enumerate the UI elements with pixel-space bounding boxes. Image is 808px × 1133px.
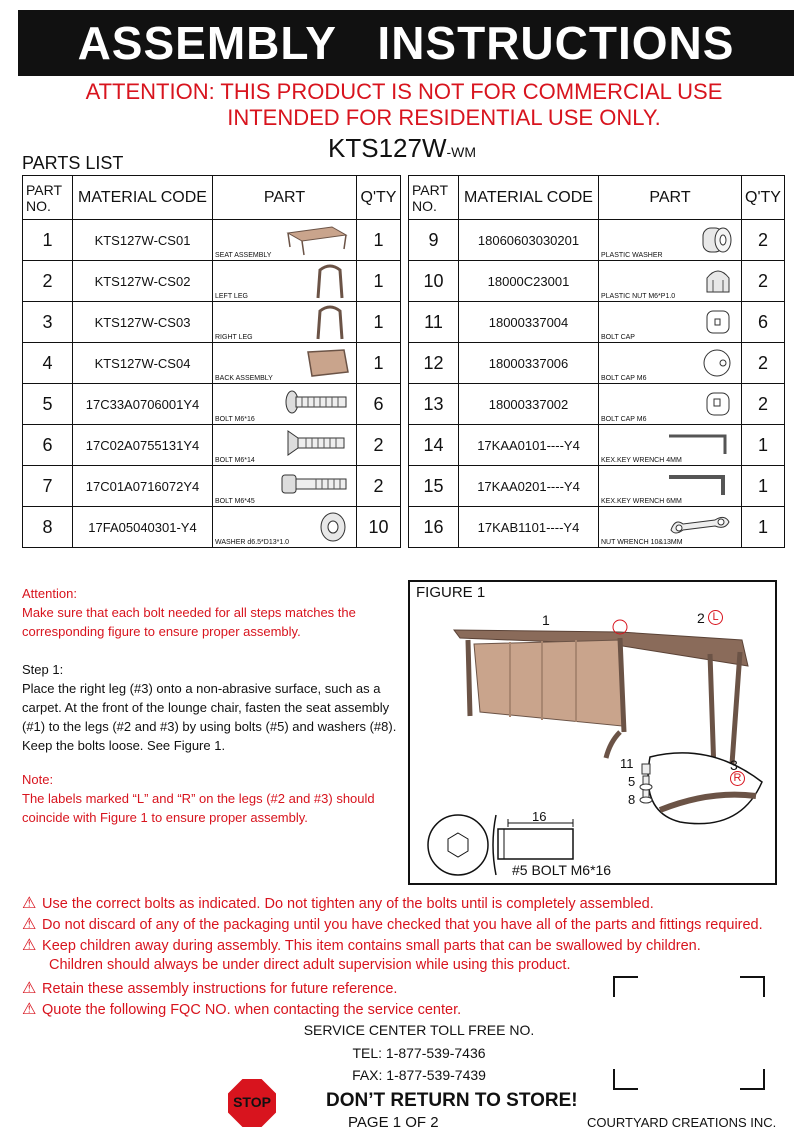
part-cell: [213, 507, 357, 548]
part-no: 4: [23, 343, 73, 384]
material-code: 17KAB1101----Y4: [459, 507, 599, 548]
part-no: 5: [23, 384, 73, 425]
table-header-row: [23, 176, 401, 220]
warning-text: Keep children away during assembly. This item contains small parts that can be swallowed by children.: [42, 938, 701, 954]
part-no: 3: [23, 302, 73, 343]
attention-note-label: Attention:: [22, 586, 77, 601]
header-part-no: PART NO.: [409, 176, 459, 220]
table-row: [409, 507, 785, 548]
header-material-code: MATERIAL CODE: [459, 176, 599, 220]
callout-11: 11: [620, 756, 634, 771]
warning-2: [22, 914, 763, 934]
service-tel: TEL: 1-877-539-7436: [352, 1045, 486, 1061]
part-name: LEFT LEG: [215, 293, 248, 300]
plastic-washer-icon: [699, 223, 735, 257]
quantity: 1: [357, 343, 401, 384]
warning-icon: ⚠: [22, 980, 37, 997]
part-no: 16: [409, 507, 459, 548]
quantity: 2: [357, 425, 401, 466]
company-name: COURTYARD CREATIONS INC.: [587, 1115, 777, 1130]
part-cell: [213, 466, 357, 507]
material-code: KTS127W-CS04: [73, 343, 213, 384]
note: [22, 770, 402, 827]
part-no: 11: [409, 302, 459, 343]
bolt-cap-icon: [701, 305, 735, 339]
part-cell: [213, 343, 357, 384]
warning-4: [22, 978, 397, 998]
part-cell: [213, 302, 357, 343]
part-no: 13: [409, 384, 459, 425]
callout-8: 8: [628, 792, 636, 807]
warning-3-continued: [49, 957, 570, 973]
table-row: [409, 425, 785, 466]
part-name: BOLT CAP M6: [601, 416, 647, 423]
bolt-cap-m6-round-icon: [699, 346, 735, 380]
header-material-code: MATERIAL CODE: [73, 176, 213, 220]
table-row: [23, 425, 401, 466]
part-name: KEX.KEY WRENCH 4MM: [601, 457, 682, 464]
plastic-nut-icon: [701, 264, 735, 298]
step-1-label: Step 1:: [22, 662, 64, 677]
warning-text: Do not discard of any of the packaging until you have checked that you have all of the parts and fittings required.: [42, 917, 763, 933]
part-cell: [599, 220, 742, 261]
callout-1: 1: [542, 612, 550, 628]
table-row: [409, 220, 785, 261]
attention-line-2: INTENDED FOR RESIDENTIAL USE ONLY.: [227, 105, 661, 130]
quantity: 2: [742, 220, 785, 261]
part-cell: [599, 466, 742, 507]
bolt-m6-14-icon: [284, 428, 350, 458]
material-code: 17C33A0706001Y4: [73, 384, 213, 425]
part-name: WASHER d6.5*D13*1.0: [215, 539, 290, 546]
hex-key-6mm-icon: [665, 469, 735, 499]
page-number: PAGE 1 OF 2: [348, 1114, 439, 1131]
part-cell: [213, 384, 357, 425]
table-row: [23, 220, 401, 261]
table-header-row: [409, 176, 785, 220]
hex-key-4mm-icon: [665, 428, 735, 458]
part-no: 8: [23, 507, 73, 548]
table-row: [409, 343, 785, 384]
right-leg-icon: [310, 305, 350, 341]
warning-text: Children should always be under direct adult supervision while using this product.: [49, 957, 571, 973]
bolt-m6-16-icon: [284, 387, 350, 417]
quantity: 2: [357, 466, 401, 507]
seat-assembly-icon: [284, 223, 350, 257]
part-name: BOLT CAP: [601, 334, 635, 341]
material-code: KTS127W-CS03: [73, 302, 213, 343]
model-main: KTS127W: [328, 133, 447, 163]
callout-3: 3: [730, 757, 738, 773]
quantity: 1: [357, 220, 401, 261]
warning-3: [22, 935, 701, 955]
header-qty: Q'TY: [742, 176, 785, 220]
material-code: 17KAA0101----Y4: [459, 425, 599, 466]
material-code: 17C02A0755131Y4: [73, 425, 213, 466]
warning-text: Quote the following FQC NO. when contacting the service center.: [42, 1002, 462, 1018]
attention-note-text: Make sure that each bolt needed for all steps matches the corresponding figure to ensure proper assembly.: [22, 605, 356, 639]
material-code: KTS127W-CS01: [73, 220, 213, 261]
part-name: PLASTIC NUT M6*P1.0: [601, 293, 676, 300]
part-name: BOLT CAP M6: [601, 375, 647, 382]
table-row: [23, 302, 401, 343]
header-part-no: PART NO.: [23, 176, 73, 220]
page-title: ASSEMBLY INSTRUCTIONS: [18, 10, 794, 76]
stop-sign-text: STOP: [233, 1094, 271, 1110]
note-text: The labels marked “L” and “R” on the legs (#2 and #3) should coincide with Figure 1 to ensure proper assembly.: [22, 791, 375, 825]
left-leg-icon: [310, 264, 350, 300]
table-row: [23, 466, 401, 507]
figure-1: [408, 580, 777, 885]
material-code: 17C01A0716072Y4: [73, 466, 213, 507]
bolt-caption: #5 BOLT M6*16: [512, 862, 612, 878]
table-row: [409, 261, 785, 302]
warning-5: [22, 999, 461, 1019]
quantity: 10: [357, 507, 401, 548]
part-name: BOLT M6*14: [215, 457, 255, 464]
table-row: [23, 261, 401, 302]
material-code: 18000337002: [459, 384, 599, 425]
part-cell: [599, 507, 742, 548]
part-cell: [599, 384, 742, 425]
service-fax: FAX: 1-877-539-7439: [352, 1067, 486, 1083]
part-cell: [599, 425, 742, 466]
table-row: [409, 466, 785, 507]
bolt-m6-45-icon: [280, 469, 350, 499]
quantity: 6: [742, 302, 785, 343]
part-no: 7: [23, 466, 73, 507]
warning-1: [22, 893, 654, 913]
quantity: 1: [357, 261, 401, 302]
table-row: [23, 343, 401, 384]
attention-line-1: ATTENTION: THIS PRODUCT IS NOT FOR COMMERCIAL USE: [85, 79, 723, 104]
label-l-badge: L: [708, 610, 723, 625]
warning-icon: ⚠: [22, 1001, 37, 1018]
material-code: KTS127W-CS02: [73, 261, 213, 302]
quantity: 1: [742, 507, 785, 548]
part-name: BOLT M6*16: [215, 416, 255, 423]
callout-5: 5: [628, 774, 636, 789]
part-cell: [213, 425, 357, 466]
quantity: 2: [742, 343, 785, 384]
part-name: SEAT ASSEMBLY: [215, 252, 272, 259]
header-qty: Q'TY: [357, 176, 401, 220]
parts-table-left: [22, 175, 401, 548]
part-no: 12: [409, 343, 459, 384]
dimension-16: 16: [532, 809, 547, 824]
part-no: 10: [409, 261, 459, 302]
table-row: [409, 302, 785, 343]
material-code: 17KAA0201----Y4: [459, 466, 599, 507]
figure-1-title: FIGURE 1: [416, 584, 486, 601]
table-row: [409, 384, 785, 425]
parts-table-right: [408, 175, 785, 548]
part-no: 14: [409, 425, 459, 466]
service-heading: SERVICE CENTER TOLL FREE NO.: [303, 1022, 535, 1038]
label-r-badge: R: [730, 771, 745, 786]
step-1-text: Place the right leg (#3) onto a non-abrasive surface, such as a carpet. At the front of the lounge chair, fasten the seat assembly (#1) to the legs (#2 and #3) by using bolts (#5) and washers (#8). Keep the bolts loose. See Figure 1.: [22, 681, 397, 753]
part-cell: [213, 220, 357, 261]
header-part: PART: [599, 176, 742, 220]
quantity: 1: [742, 425, 785, 466]
stop-sign: [226, 1077, 278, 1129]
part-name: BOLT M6*45: [215, 498, 255, 505]
part-no: 1: [23, 220, 73, 261]
part-cell: [599, 302, 742, 343]
quantity: 1: [357, 302, 401, 343]
nut-wrench-icon: [665, 510, 735, 540]
part-cell: [599, 343, 742, 384]
material-code: 18000C23001: [459, 261, 599, 302]
part-name: BACK ASSEMBLY: [215, 375, 273, 382]
material-code: 17FA05040301-Y4: [73, 507, 213, 548]
warning-text: Use the correct bolts as indicated. Do not tighten any of the bolts until is completely assembled.: [42, 896, 654, 912]
back-assembly-icon: [304, 346, 350, 380]
part-name: RIGHT LEG: [215, 334, 253, 341]
material-code: 18060603030201: [459, 220, 599, 261]
model-suffix: -WM: [446, 144, 477, 160]
part-no: 15: [409, 466, 459, 507]
quantity: 1: [742, 466, 785, 507]
header-part: PART: [213, 176, 357, 220]
dont-return-notice: DON’T RETURN TO STORE!: [326, 1090, 578, 1111]
part-name: PLASTIC WASHER: [601, 252, 663, 259]
note-label: Note:: [22, 772, 54, 787]
lounge-chair-drawing: [410, 582, 775, 883]
part-cell: [599, 261, 742, 302]
material-code: 18000337004: [459, 302, 599, 343]
callout-2: 2: [697, 610, 705, 626]
warning-icon: ⚠: [22, 937, 37, 954]
part-name: KEX.KEY WRENCH 6MM: [601, 498, 682, 505]
warning-icon: ⚠: [22, 916, 37, 933]
part-name: NUT WRENCH 10&13MM: [601, 539, 683, 546]
quantity: 2: [742, 384, 785, 425]
quantity: 2: [742, 261, 785, 302]
table-row: [23, 384, 401, 425]
commercial-use-attention: [0, 79, 808, 131]
step-1: [22, 660, 398, 755]
parts-list-caption: PARTS LIST: [22, 153, 124, 173]
bolt-cap-m6-square-icon: [701, 387, 735, 421]
material-code: 18000337006: [459, 343, 599, 384]
table-row: [23, 507, 401, 548]
part-no: 6: [23, 425, 73, 466]
part-cell: [213, 261, 357, 302]
quantity: 6: [357, 384, 401, 425]
part-no: 9: [409, 220, 459, 261]
attention-note: [22, 584, 392, 641]
part-no: 2: [23, 261, 73, 302]
warning-icon: ⚠: [22, 895, 37, 912]
washer-icon: [316, 510, 350, 544]
model-number: [328, 133, 476, 164]
warning-text: Retain these assembly instructions for future reference.: [42, 981, 398, 997]
